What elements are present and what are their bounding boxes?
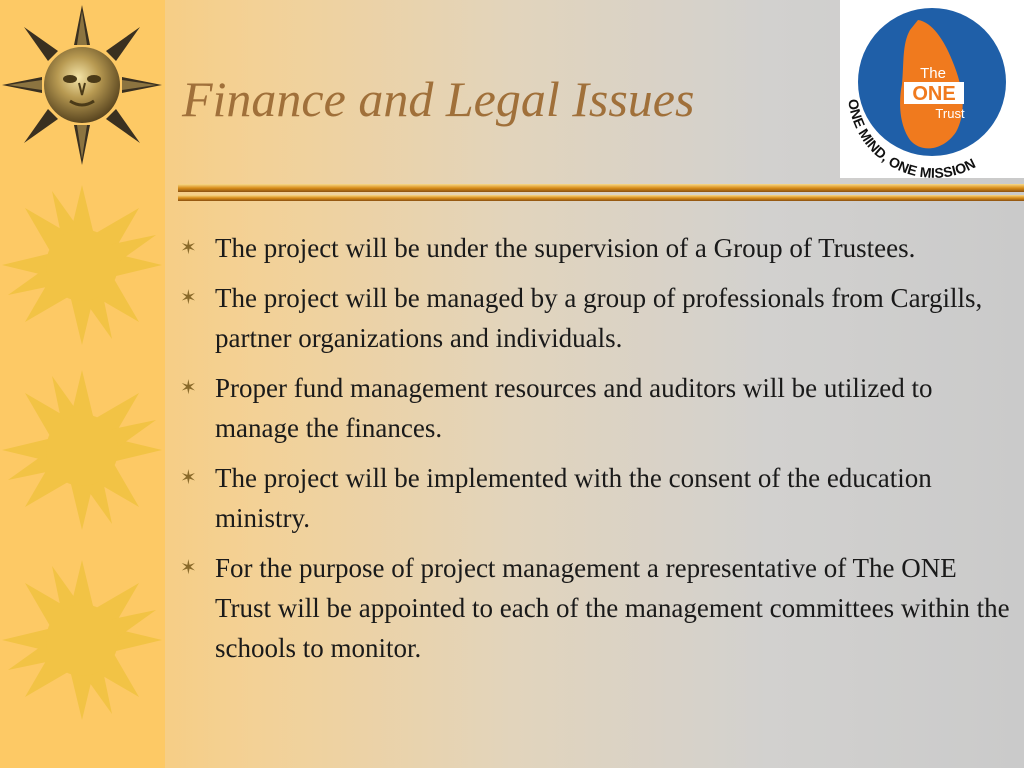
six-point-star-bullet-icon: ✶	[180, 287, 197, 309]
sun-icon	[2, 560, 162, 720]
decorative-left-strip	[0, 0, 165, 768]
six-point-star-bullet-icon: ✶	[180, 377, 197, 399]
logo-text-one: ONE	[912, 83, 956, 105]
list-item	[180, 458, 1018, 538]
sun-icon	[2, 185, 162, 345]
slide-title: Finance and Legal Issues	[182, 71, 695, 127]
bullet-text: The project will be under the supervision of a Group of Trustees.	[215, 233, 916, 263]
bullet-text: For the purpose of project management a representative of The ONE Trust will be appointed to each of the management committees within the schools to monitor.	[215, 553, 1010, 663]
logo-text-the: The	[920, 65, 946, 82]
bullet-text: The project will be implemented with the consent of the education ministry.	[215, 463, 932, 533]
six-point-star-bullet-icon: ✶	[180, 237, 197, 259]
bullet-list	[180, 228, 1018, 678]
six-point-star-bullet-icon: ✶	[180, 467, 197, 489]
bullet-text: Proper fund management resources and auditors will be utilized to manage the finances.	[215, 373, 933, 443]
list-item	[180, 228, 1018, 268]
bullet-text: The project will be managed by a group of professionals from Cargills, partner organizations and individuals.	[215, 283, 983, 353]
six-point-star-bullet-icon: ✶	[180, 557, 197, 579]
title-divider	[178, 182, 1024, 204]
logo-text-trust: Trust	[935, 106, 965, 121]
list-item	[180, 368, 1018, 448]
one-trust-logo	[840, 0, 1024, 178]
brass-sun-face-icon	[2, 5, 162, 165]
list-item	[180, 548, 1018, 668]
list-item	[180, 278, 1018, 358]
sun-icon	[2, 370, 162, 530]
sun-decorations	[0, 0, 165, 768]
logo-motto: ONE MIND, ONE MISSION	[845, 97, 978, 178]
